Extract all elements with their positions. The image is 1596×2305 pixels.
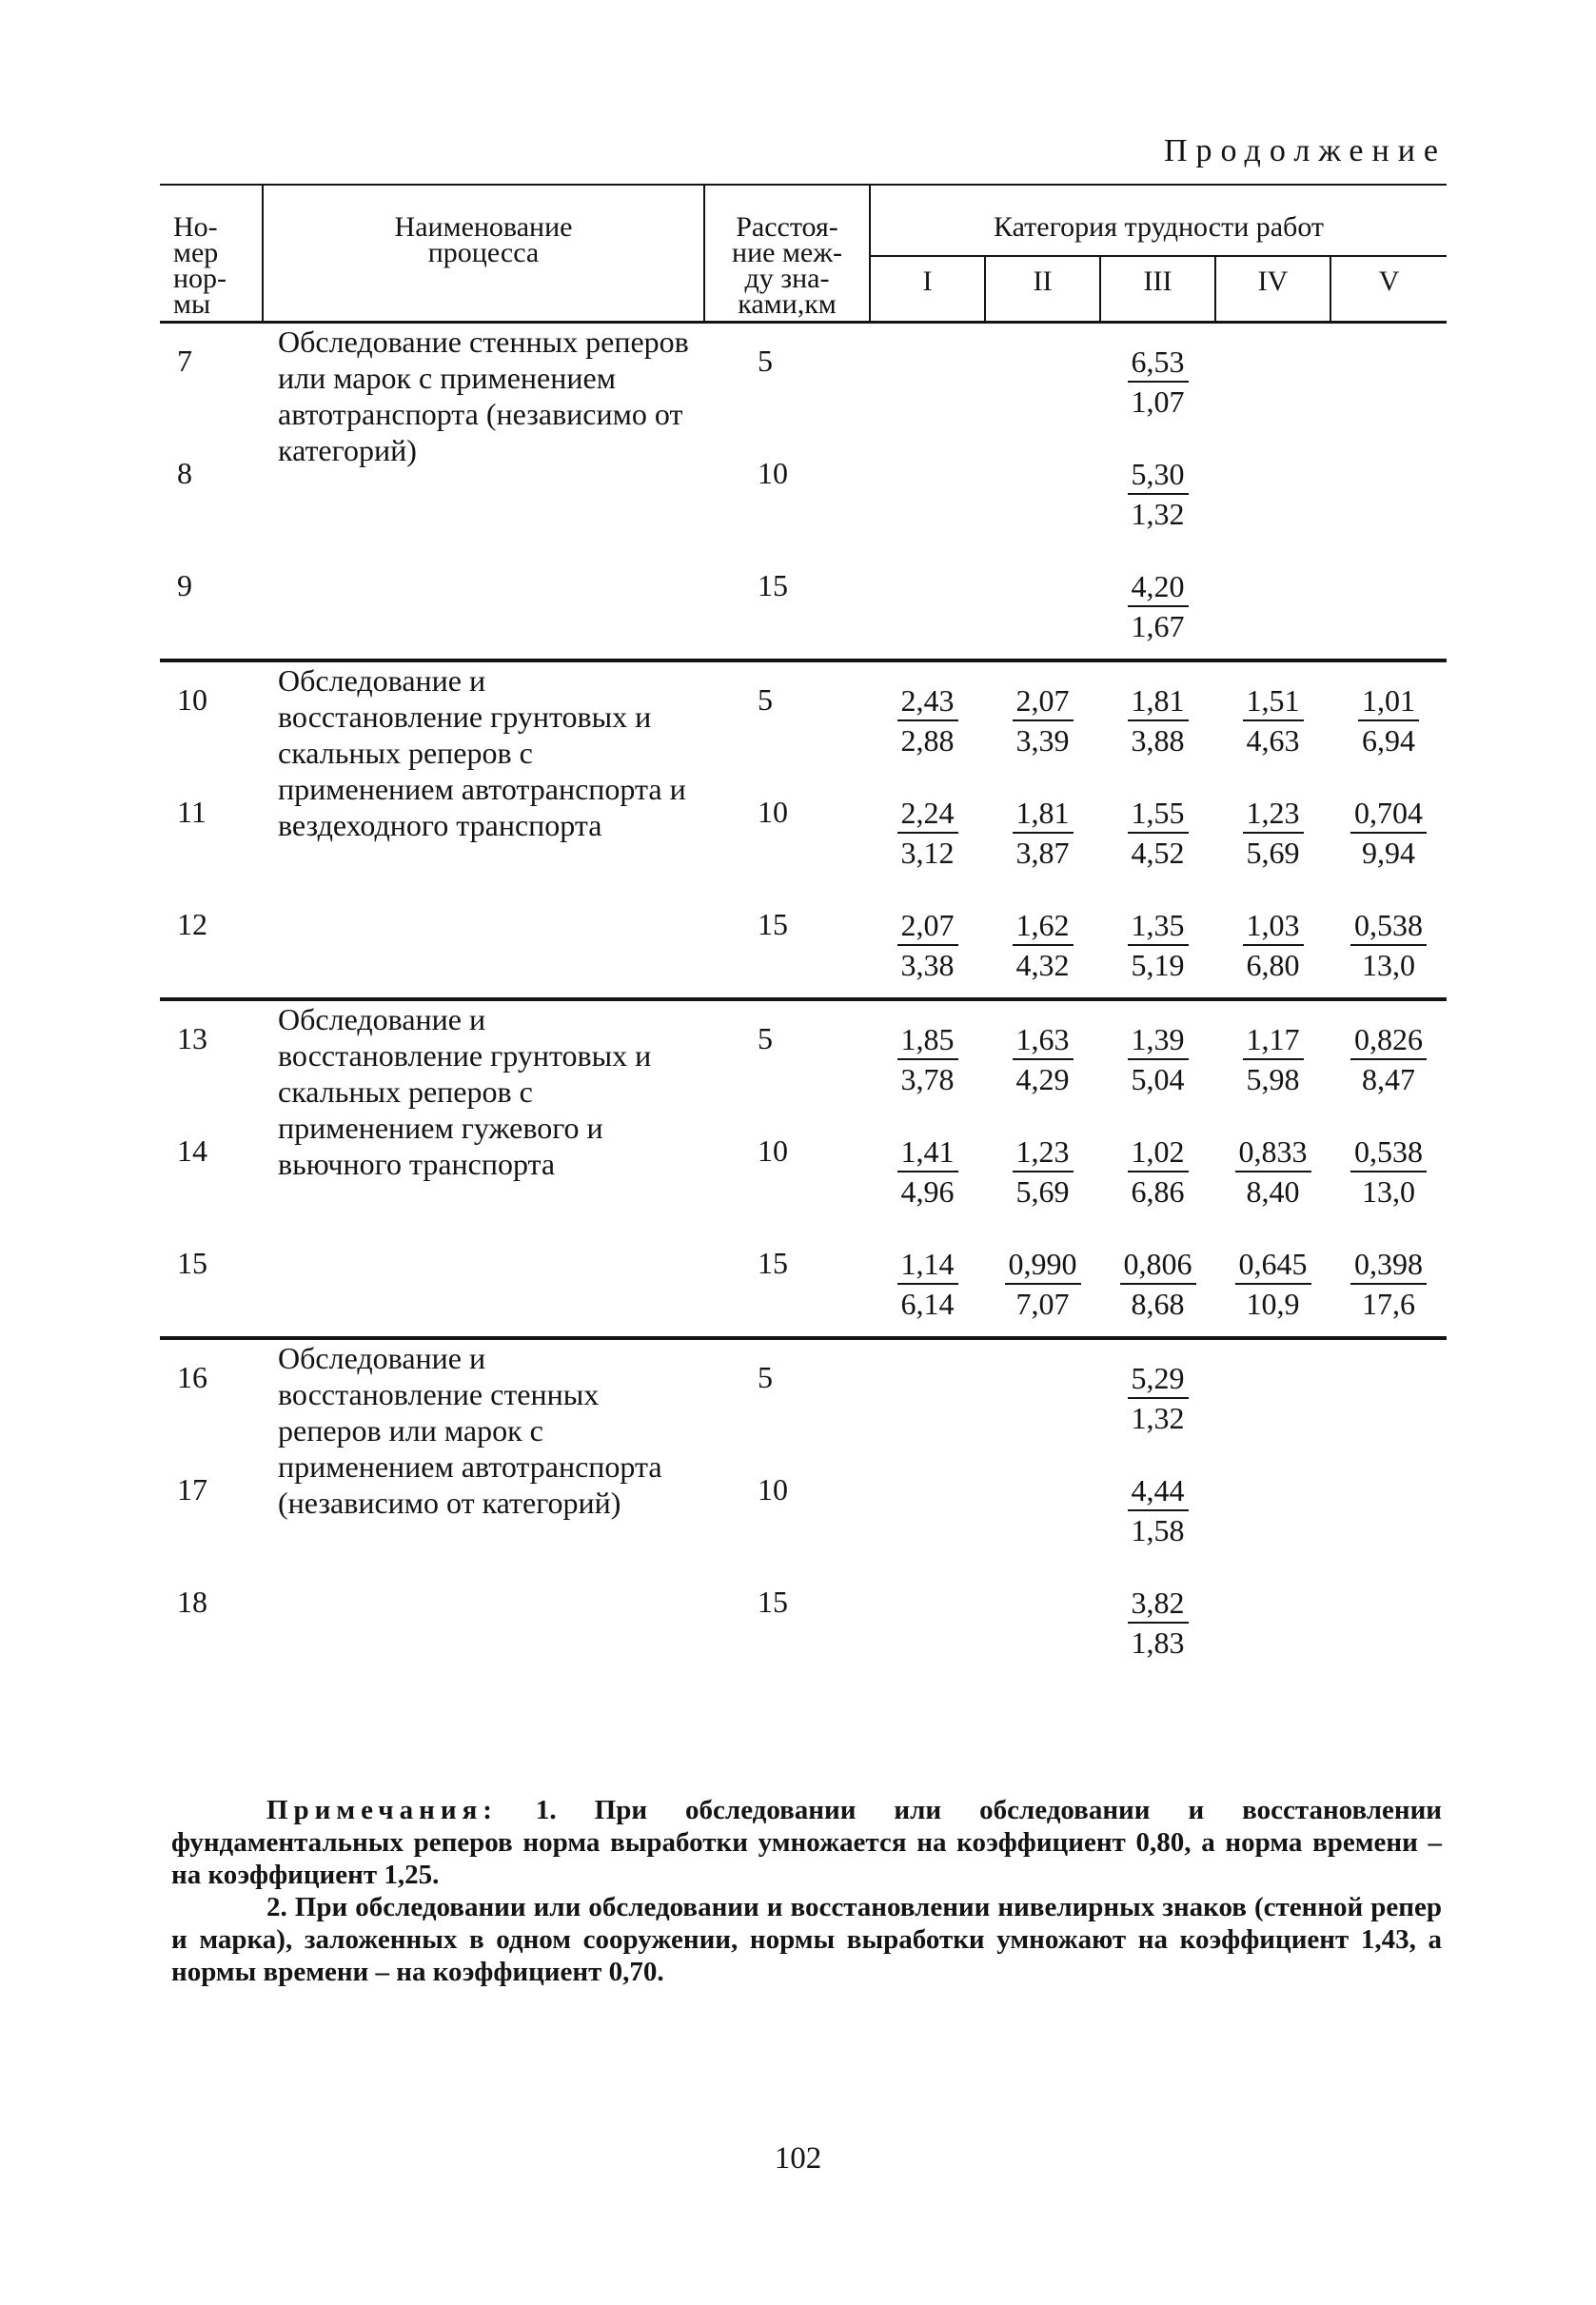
norms-table — [160, 184, 1447, 1675]
fraction-value — [1013, 794, 1074, 872]
category-cell — [1330, 662, 1447, 794]
fraction-value — [1120, 1245, 1196, 1323]
output-norm: 1,85 — [897, 1020, 958, 1060]
output-norm: 4,44 — [1128, 1471, 1189, 1511]
note-1 — [171, 1794, 1442, 1891]
time-norm: 5,04 — [1131, 1062, 1185, 1096]
output-norm: 0,538 — [1350, 1133, 1427, 1172]
category-cell — [985, 1340, 1100, 1471]
time-norm: 3,38 — [900, 948, 955, 982]
fraction-value — [1235, 1133, 1311, 1211]
category-cell — [870, 662, 985, 794]
table-row — [160, 1001, 1447, 1133]
category-cell — [1100, 662, 1215, 794]
time-norm: 3,78 — [900, 1062, 955, 1096]
category-cell — [1330, 1471, 1447, 1584]
category-cell — [870, 1001, 985, 1133]
fraction-value — [1128, 1020, 1189, 1098]
fraction-value — [1243, 794, 1304, 872]
norm-number: 7 — [177, 344, 192, 378]
norm-number: 8 — [177, 456, 192, 490]
time-norm: 17,6 — [1362, 1287, 1416, 1321]
fraction-value — [897, 1020, 958, 1098]
fraction-value — [1128, 681, 1189, 759]
time-norm: 3,88 — [1131, 723, 1185, 758]
table-row — [160, 662, 1447, 794]
distance-value: 15 — [758, 1246, 788, 1280]
norm-number: 13 — [177, 1021, 207, 1055]
fraction-value — [1358, 681, 1419, 759]
fraction-value — [1005, 1245, 1081, 1323]
category-cell — [985, 1001, 1100, 1133]
output-norm: 5,30 — [1128, 455, 1189, 495]
category-cell — [870, 323, 985, 456]
fraction-value — [1243, 906, 1304, 984]
output-norm: 1,81 — [1128, 681, 1189, 721]
category-cell — [1330, 906, 1447, 999]
fraction-value — [1235, 1245, 1311, 1323]
category-cell — [1330, 455, 1447, 567]
header-difficulty-category: Категория трудности работ — [870, 185, 1447, 256]
process-name: Обследование стенных реперов или марок с применением автотранспорта (независимо от категорий) — [278, 325, 689, 467]
note-2: 2. При обследовании или обследовании и восстановлении нивелирных знаков (стенной репер и марка), заложенных в одном сооружении, нормы выработки умножают на коэффициент 1,43, а нормы времени – на коэффициент 0,70. — [171, 1892, 1442, 1987]
fraction-value — [1243, 1020, 1304, 1098]
time-norm: 8,47 — [1362, 1062, 1416, 1096]
time-norm: 13,0 — [1362, 1174, 1416, 1209]
time-norm: 1,32 — [1131, 497, 1185, 531]
category-cell — [985, 1133, 1100, 1245]
time-norm: 6,80 — [1246, 948, 1300, 982]
fraction-value — [1128, 1471, 1189, 1549]
distance-value: 15 — [758, 1585, 788, 1619]
category-cell — [1215, 662, 1330, 794]
output-norm: 0,833 — [1235, 1133, 1311, 1172]
output-norm: 0,398 — [1350, 1245, 1427, 1285]
header-distance: Расстоя- ние меж- ду зна- ками,км — [704, 185, 870, 323]
time-norm: 3,12 — [900, 836, 955, 870]
category-cell — [1330, 323, 1447, 456]
time-norm: 4,32 — [1015, 948, 1070, 982]
output-norm: 1,62 — [1013, 906, 1074, 946]
notes — [171, 1794, 1442, 1988]
time-norm: 9,94 — [1362, 836, 1416, 870]
category-cell — [1215, 1471, 1330, 1584]
output-norm: 1,81 — [1013, 794, 1074, 834]
time-norm: 4,29 — [1015, 1062, 1070, 1096]
fraction-value — [1128, 906, 1189, 984]
time-norm: 6,14 — [900, 1287, 955, 1321]
fraction-value — [1128, 567, 1189, 645]
category-cell — [1215, 1133, 1330, 1245]
output-norm: 0,538 — [1350, 906, 1427, 946]
category-cell — [1100, 794, 1215, 906]
fraction-value — [1013, 1133, 1074, 1211]
category-cell — [870, 1245, 985, 1338]
fraction-value — [897, 1133, 958, 1211]
distance-value: 10 — [758, 456, 788, 490]
process-name: Обследование и восстановление грунтовых и скальных реперов с применением автотранспорта и вездеходного транспорта — [278, 663, 686, 842]
category-cell — [1330, 1245, 1447, 1338]
table-body — [160, 323, 1447, 1676]
distance-value: 10 — [758, 795, 788, 829]
output-norm: 0,645 — [1235, 1245, 1311, 1285]
category-cell — [1215, 1245, 1330, 1338]
fraction-value — [1350, 1133, 1427, 1211]
output-norm: 3,82 — [1128, 1584, 1189, 1624]
norm-number: 9 — [177, 568, 192, 602]
time-norm: 1,32 — [1131, 1401, 1185, 1435]
notes-label: Примечания: — [266, 1795, 498, 1825]
norm-number: 11 — [177, 795, 207, 829]
category-cell — [985, 567, 1100, 660]
output-norm: 5,29 — [1128, 1359, 1189, 1399]
output-norm: 0,806 — [1120, 1245, 1196, 1285]
category-cell — [870, 794, 985, 906]
fraction-value — [1128, 1133, 1189, 1211]
output-norm: 1,01 — [1358, 681, 1419, 721]
output-norm: 0,704 — [1350, 794, 1427, 834]
norm-number: 17 — [177, 1472, 207, 1507]
output-norm: 1,39 — [1128, 1020, 1189, 1060]
norm-number: 12 — [177, 907, 207, 941]
fraction-value — [897, 906, 958, 984]
fraction-value — [1013, 1020, 1074, 1098]
distance-value: 5 — [758, 1360, 773, 1394]
category-cell — [1100, 906, 1215, 999]
output-norm: 6,53 — [1128, 343, 1189, 383]
fraction-value — [1128, 1584, 1189, 1662]
time-norm: 8,40 — [1246, 1174, 1300, 1209]
norm-number: 16 — [177, 1360, 207, 1394]
time-norm: 5,69 — [1015, 1174, 1070, 1209]
fraction-value — [1350, 906, 1427, 984]
category-cell — [1215, 455, 1330, 567]
category-cell — [870, 906, 985, 999]
time-norm: 13,0 — [1362, 948, 1416, 982]
category-cell — [1330, 794, 1447, 906]
distance-value: 5 — [758, 344, 773, 378]
category-cell-all — [1100, 567, 1215, 660]
category-cell — [985, 323, 1100, 456]
category-cell — [985, 906, 1100, 999]
note-1-text: 1. При обследовании или обследовании и восстановлении фундаментальных реперов норма выработки умножается на коэффициент 0,80, а норма времени – на коэффициент 1,25. — [171, 1795, 1442, 1890]
header-category-1: I — [870, 256, 985, 323]
category-cell — [985, 1245, 1100, 1338]
distance-value: 15 — [758, 568, 788, 602]
output-norm: 2,07 — [1013, 681, 1074, 721]
header-process-name: Наименование процесса — [263, 185, 704, 323]
output-norm: 2,07 — [897, 906, 958, 946]
fraction-value — [897, 681, 958, 759]
time-norm: 4,63 — [1246, 723, 1300, 758]
category-cell — [1215, 1340, 1330, 1471]
category-cell — [1100, 1001, 1215, 1133]
fraction-value — [1350, 794, 1427, 872]
category-cell-all — [1100, 323, 1215, 456]
category-cell — [985, 455, 1100, 567]
fraction-value — [1350, 1020, 1427, 1098]
category-cell — [1100, 1245, 1215, 1338]
time-norm: 5,19 — [1131, 948, 1185, 982]
norm-number: 10 — [177, 682, 207, 717]
output-norm: 1,14 — [897, 1245, 958, 1285]
category-cell — [1330, 1340, 1447, 1471]
output-norm: 1,23 — [1013, 1133, 1074, 1172]
header-norm-number: Но- мер нор- мы — [160, 185, 263, 323]
category-cell — [1215, 1001, 1330, 1133]
output-norm: 1,35 — [1128, 906, 1189, 946]
category-cell-all — [1100, 1584, 1215, 1675]
category-cell-all — [1100, 1471, 1215, 1584]
category-cell-all — [1100, 1340, 1215, 1471]
output-norm: 1,55 — [1128, 794, 1189, 834]
output-norm: 1,17 — [1243, 1020, 1304, 1060]
category-cell — [1215, 906, 1330, 999]
distance-value: 5 — [758, 1021, 773, 1055]
distance-value: 15 — [758, 907, 788, 941]
category-cell — [870, 567, 985, 660]
output-norm: 1,63 — [1013, 1020, 1074, 1060]
page-number: 102 — [774, 2141, 822, 2176]
output-norm: 2,24 — [897, 794, 958, 834]
time-norm: 5,98 — [1246, 1062, 1300, 1096]
time-norm: 1,07 — [1131, 384, 1185, 419]
time-norm: 5,69 — [1246, 836, 1300, 870]
distance-value: 5 — [758, 682, 773, 717]
category-cell-all — [1100, 455, 1215, 567]
fraction-value — [897, 1245, 958, 1323]
norm-number: 18 — [177, 1585, 207, 1619]
output-norm: 1,51 — [1243, 681, 1304, 721]
time-norm: 3,39 — [1015, 723, 1070, 758]
time-norm: 6,94 — [1362, 723, 1416, 758]
header-category-3: III — [1100, 256, 1215, 323]
category-cell — [1215, 1584, 1330, 1675]
category-cell — [1100, 1133, 1215, 1245]
header-category-5: V — [1330, 256, 1447, 323]
fraction-value — [1243, 681, 1304, 759]
header-category-4: IV — [1215, 256, 1330, 323]
header-category-2: II — [985, 256, 1100, 323]
time-norm: 3,87 — [1015, 836, 1070, 870]
output-norm: 1,23 — [1243, 794, 1304, 834]
output-norm: 1,02 — [1128, 1133, 1189, 1172]
category-cell — [985, 1471, 1100, 1584]
output-norm: 1,03 — [1243, 906, 1304, 946]
output-norm: 0,826 — [1350, 1020, 1427, 1060]
norm-number: 14 — [177, 1133, 207, 1168]
category-cell — [870, 1340, 985, 1471]
output-norm: 2,43 — [897, 681, 958, 721]
output-norm: 0,990 — [1005, 1245, 1081, 1285]
fraction-value — [1350, 1245, 1427, 1323]
table-row — [160, 323, 1447, 456]
fraction-value — [1013, 681, 1074, 759]
process-name: Обследование и восстановление стенных реперов или марок с применением автотранспорта (независимо от категорий) — [278, 1341, 662, 1520]
output-norm: 1,41 — [897, 1133, 958, 1172]
time-norm: 4,52 — [1131, 836, 1185, 870]
fraction-value — [1128, 343, 1189, 421]
fraction-value — [1128, 455, 1189, 533]
time-norm: 2,88 — [900, 723, 955, 758]
distance-value: 10 — [758, 1472, 788, 1507]
category-cell — [1330, 1133, 1447, 1245]
category-cell — [1215, 567, 1330, 660]
fraction-value — [1128, 794, 1189, 872]
time-norm: 4,96 — [900, 1174, 955, 1209]
time-norm: 10,9 — [1246, 1287, 1300, 1321]
category-cell — [1215, 794, 1330, 906]
time-norm: 8,68 — [1131, 1287, 1185, 1321]
table-row — [160, 1340, 1447, 1471]
time-norm: 7,07 — [1015, 1287, 1070, 1321]
time-norm: 1,67 — [1131, 609, 1185, 643]
fraction-value — [897, 794, 958, 872]
distance-value: 10 — [758, 1133, 788, 1168]
category-cell — [985, 662, 1100, 794]
category-cell — [985, 1584, 1100, 1675]
continued-label: Продолжение — [1163, 133, 1447, 168]
category-cell — [985, 794, 1100, 906]
time-norm: 1,58 — [1131, 1513, 1185, 1547]
category-cell — [870, 1133, 985, 1245]
time-norm: 1,83 — [1131, 1625, 1185, 1660]
category-cell — [1330, 1001, 1447, 1133]
category-cell — [1330, 1584, 1447, 1675]
category-cell — [870, 1584, 985, 1675]
category-cell — [1215, 323, 1330, 456]
fraction-value — [1128, 1359, 1189, 1437]
output-norm: 4,20 — [1128, 567, 1189, 607]
norm-number: 15 — [177, 1246, 207, 1280]
category-cell — [1330, 567, 1447, 660]
category-cell — [870, 1471, 985, 1584]
time-norm: 6,86 — [1131, 1174, 1185, 1209]
fraction-value — [1013, 906, 1074, 984]
process-name: Обследование и восстановление грунтовых и скальных реперов с применением гужевого и вьючного транспорта — [278, 1002, 652, 1181]
category-cell — [870, 455, 985, 567]
